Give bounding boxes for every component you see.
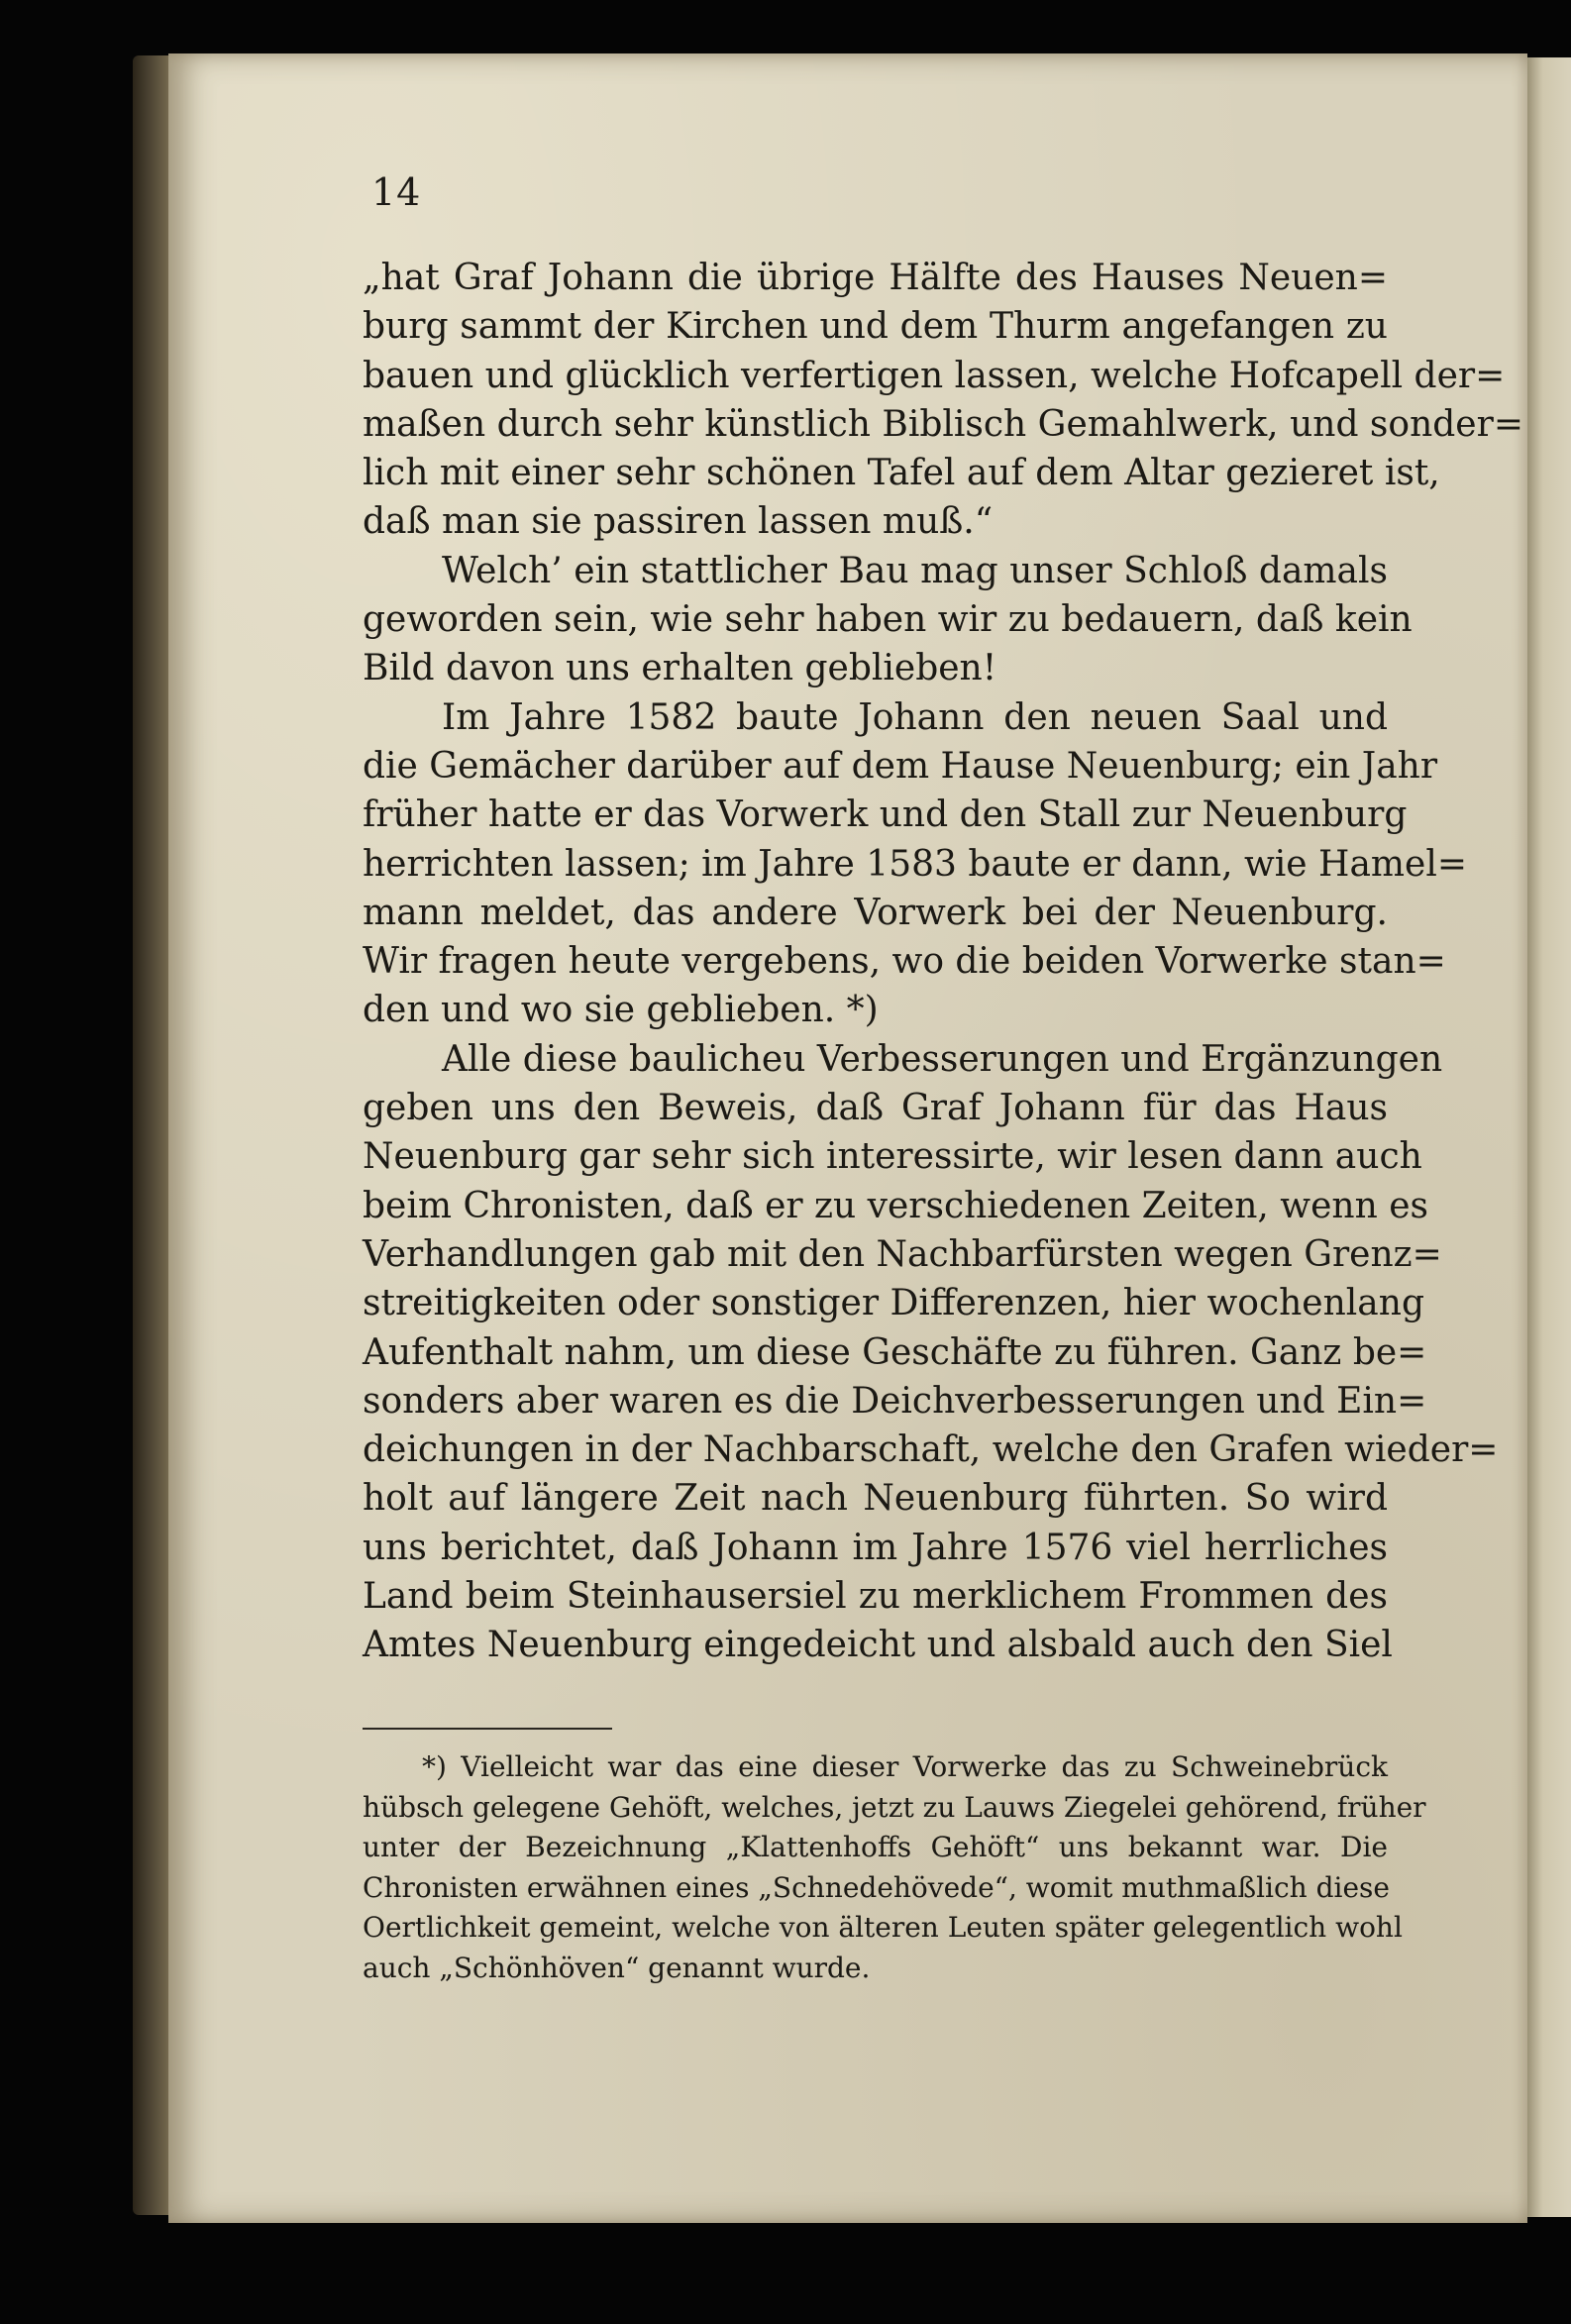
text-line: deichungen in der Nachbarschaft, welche den Grafen wieder= [363, 1429, 1499, 1471]
text-line: Alle diese baulicheu Verbesserungen und Ergänzungen [442, 1038, 1443, 1080]
footnote-line: Chronisten erwähnen eines „Schnedehövede“, womit muthmaßlich diese [363, 1870, 1390, 1904]
text-line: maßen durch sehr künstlich Biblisch Gemahlwerk, und sonder= [363, 403, 1523, 445]
text-line: burg sammt der Kirchen und dem Thurm angefangen zu [363, 306, 1388, 348]
page-number: 14 [371, 170, 422, 214]
text-line: Aufenthalt nahm, um diese Geschäfte zu führen. Ganz be= [363, 1331, 1427, 1373]
text-line: Neuenburg gar sehr sich interessirte, wir lesen dann auch [363, 1136, 1422, 1178]
footnote-separator [363, 1728, 612, 1730]
text-line: holt auf längere Zeit nach Neuenburg führten. So wird [363, 1478, 1388, 1520]
text-line: mann meldet, das andere Vorwerk bei der Neuenburg. [363, 892, 1388, 933]
adjacent-page-edge [1523, 57, 1571, 2217]
text-line: sonders aber waren es die Deichverbesserungen und Ein= [363, 1380, 1427, 1422]
text-line: Land beim Steinhausersiel zu merklichem Frommen des [363, 1576, 1388, 1618]
footnote-line: hübsch gelegene Gehöft, welches, jetzt zu Lauws Ziegelei gehörend, früher [363, 1790, 1426, 1824]
footnote-line: auch „Schönhöven“ genannt wurde. [363, 1951, 871, 1984]
text-line: geben uns den Beweis, daß Graf Johann für das Haus [363, 1088, 1388, 1129]
text-line: den und wo sie geblieben. *) [363, 990, 879, 1031]
text-line: herrichten lassen; im Jahre 1583 baute er dann, wie Hamel= [363, 843, 1468, 885]
text-line: Im Jahre 1582 baute Johann den neuen Saal und [442, 696, 1388, 738]
text-line: lich mit einer sehr schönen Tafel auf dem Altar gezieret ist, [363, 453, 1440, 494]
text-line: früher hatte er das Vorwerk und den Stall zur Neuenburg [363, 794, 1408, 836]
text-line: Wir fragen heute vergebens, wo die beiden Vorwerke stan= [363, 941, 1446, 983]
text-line: bauen und glücklich verfertigen lassen, welche Hofcapell der= [363, 355, 1506, 396]
footnote-line: Oertlichkeit gemeint, welche von älteren Leuten später gelegentlich wohl [363, 1911, 1403, 1944]
footnote-line: *) Vielleicht war das eine dieser Vorwerke das zu Schweinebrück [422, 1750, 1388, 1783]
text-line: beim Chronisten, daß er zu verschiedenen Zeiten, wenn es [363, 1185, 1428, 1226]
footnote [363, 1747, 1426, 1988]
text-line: daß man sie passiren lassen muß.“ [363, 501, 994, 543]
text-line: Amtes Neuenburg eingedeicht und alsbald auch den Siel [363, 1625, 1393, 1666]
body-text [363, 254, 1523, 1670]
footnote-line: unter der Bezeichnung „Klattenhoffs Gehöft“ uns bekannt war. Die [363, 1831, 1388, 1863]
text-line: uns berichtet, daß Johann im Jahre 1576 viel herrliches [363, 1527, 1388, 1568]
text-line: streitigkeiten oder sonstiger Differenzen, hier wochenlang [363, 1283, 1424, 1324]
text-line: Verhandlungen gab mit den Nachbarfürsten wegen Grenz= [363, 1233, 1442, 1275]
text-line: „hat Graf Johann die übrige Hälfte des Hauses Neuen= [363, 258, 1388, 298]
text-line: Welch’ ein stattlicher Bau mag unser Schloß damals [442, 550, 1388, 591]
text-line: Bild davon uns erhalten geblieben! [363, 648, 997, 689]
text-line: geworden sein, wie sehr haben wir zu bedauern, daß kein [363, 599, 1413, 641]
text-line: die Gemächer darüber auf dem Hause Neuenburg; ein Jahr [363, 745, 1438, 787]
